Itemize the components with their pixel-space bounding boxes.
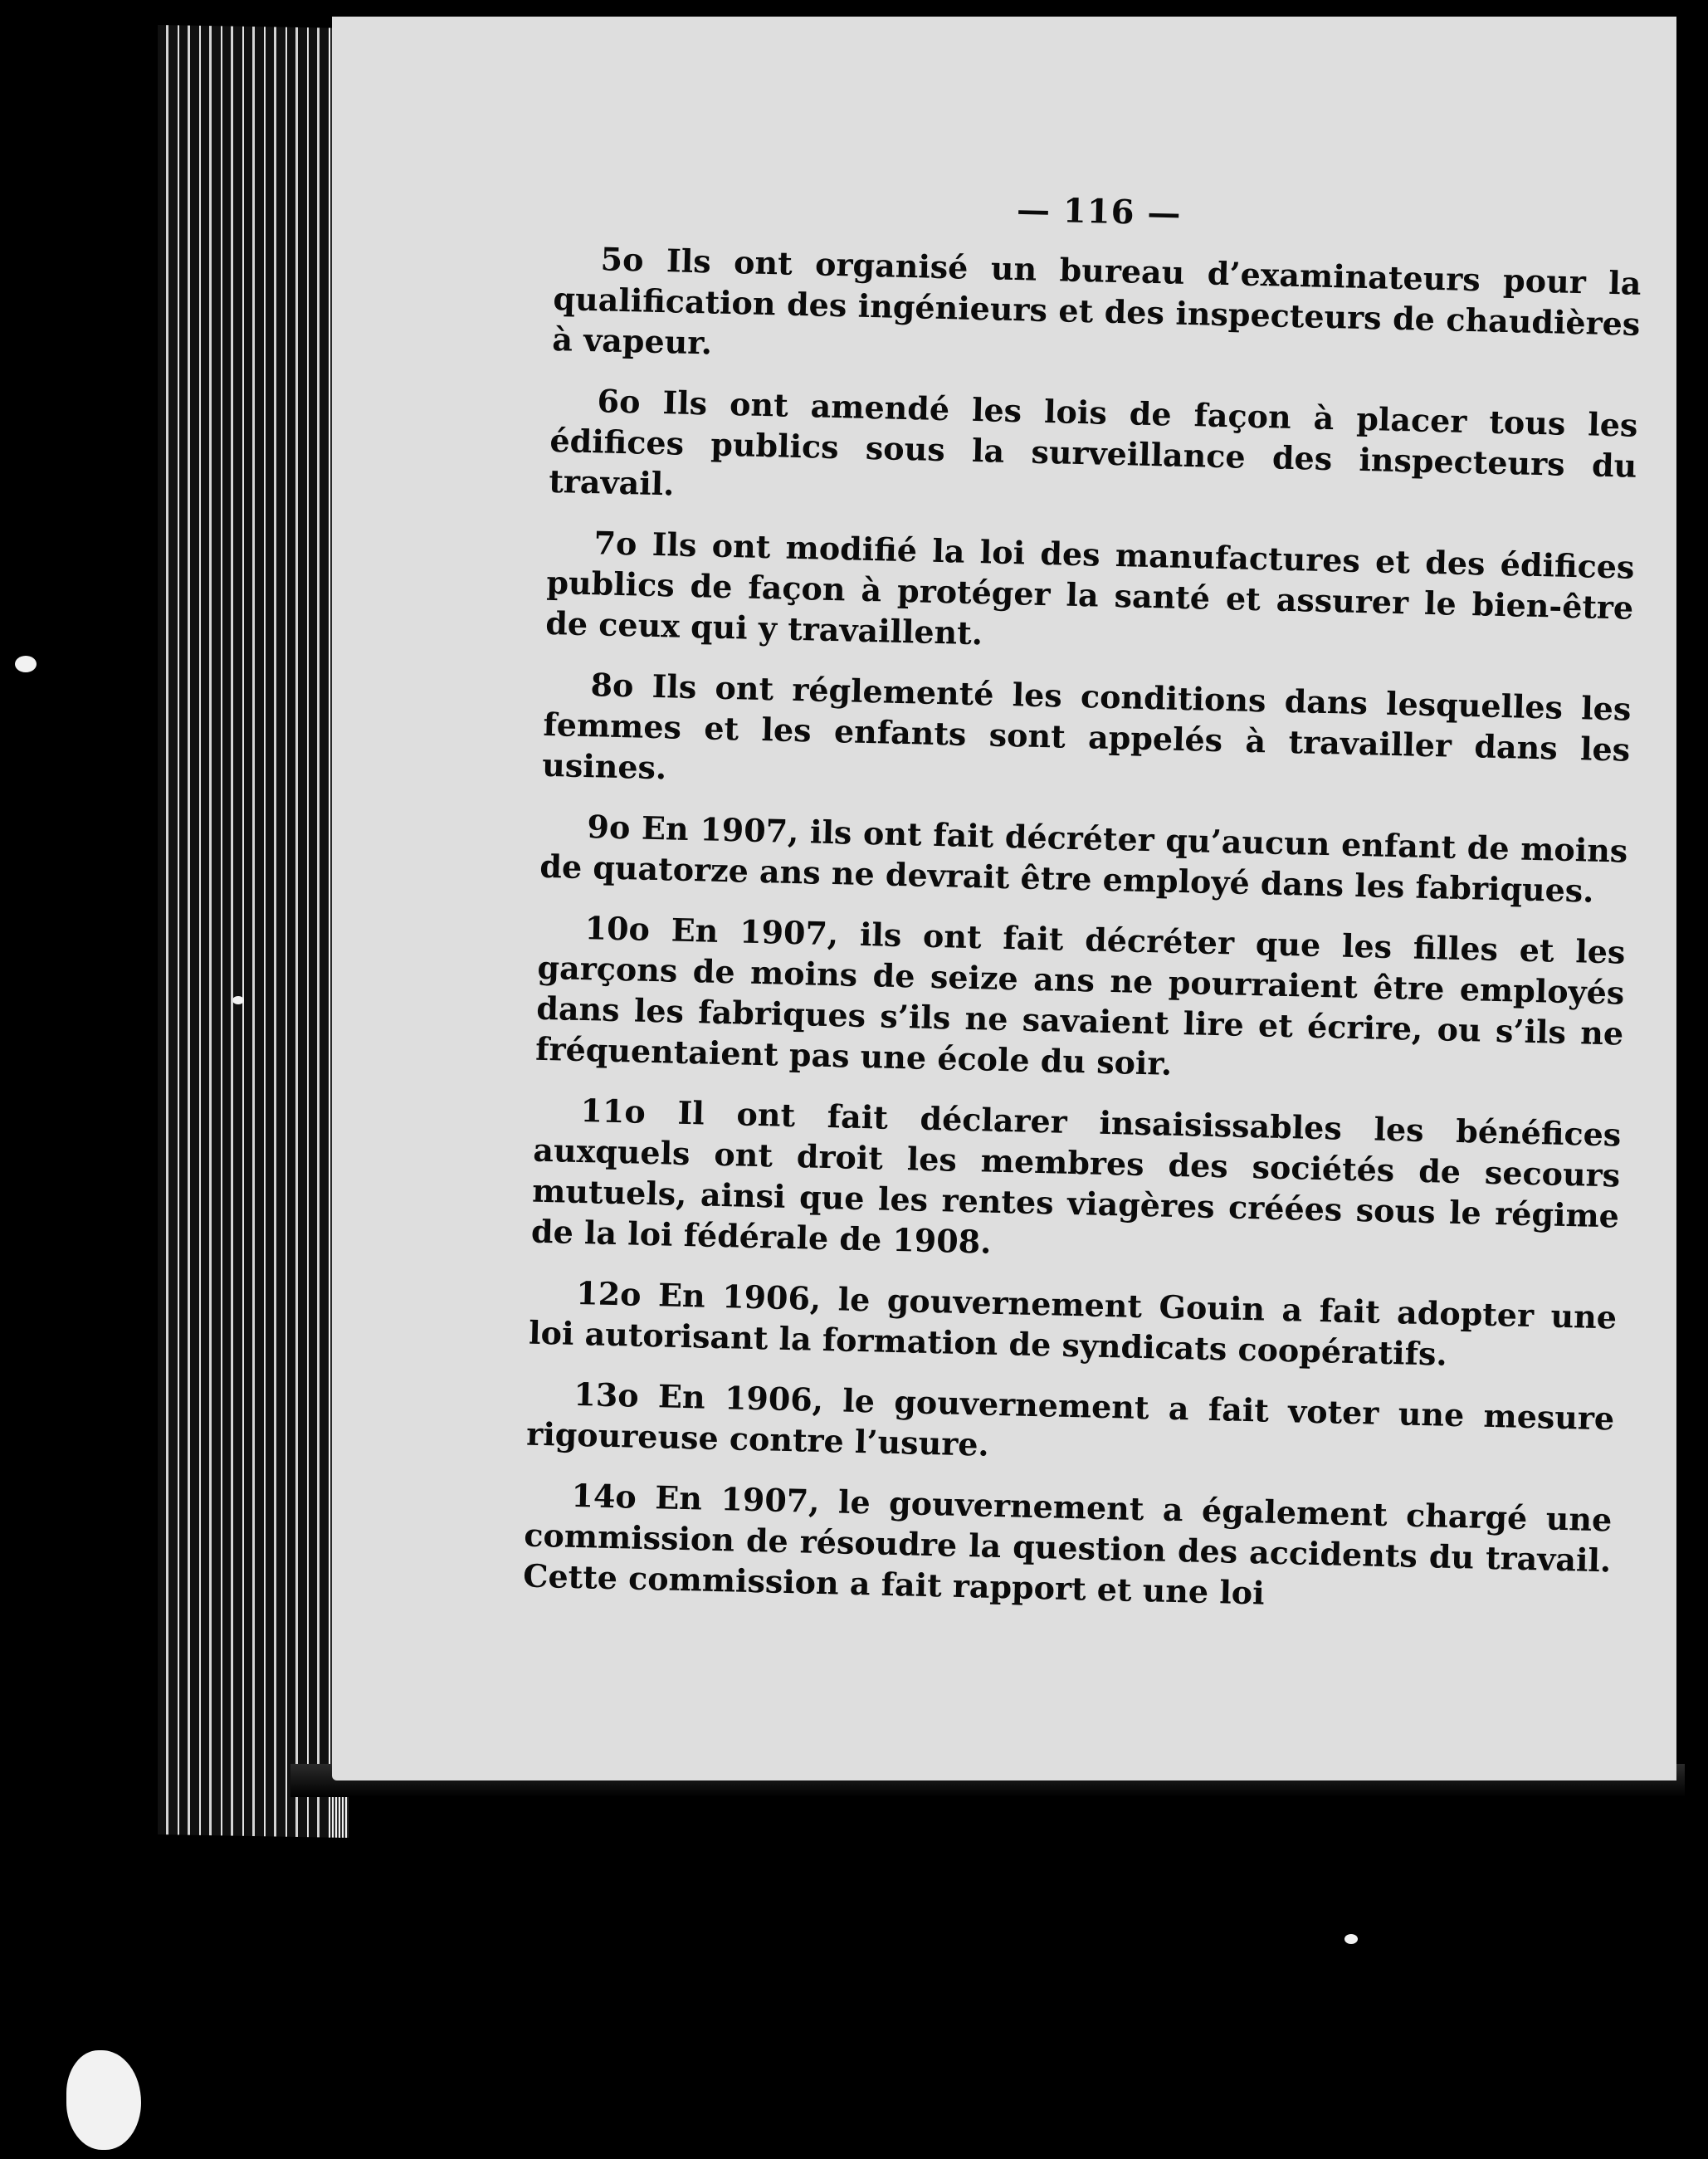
paragraph-11o: 11o Il ont fait déclarer insaisissables les bénéfices auxquels ont droit les membres des sociétés de secours mutuels, ainsi que les rentes viagères créées sous le régime de la loi fédérale de 1908. [530, 1092, 1622, 1261]
paragraph-10o: 10o En 1907, ils ont fait décréter que les filles et les garçons de moins de seize ans ne pourraient être employés dans les fabriques s’ils ne savaient lire et écrire, ou s’ils ne fréquentaient pas une école du soir. [534, 909, 1626, 1082]
page-number: — 116 — [1016, 190, 1182, 233]
paragraph-5o: 5o Ils ont organisé un bureau d’examinateurs pour la qualification des ingénieurs et des inspecteurs de chaudières à vapeur. [551, 240, 1642, 362]
scan-speck [15, 656, 37, 672]
scan-speck [1344, 1934, 1358, 1944]
paragraph-8o: 8o Ils ont réglementé les conditions dans lesquelles les femmes et les enfants sont appelés à travailler dans les usines. [541, 666, 1632, 787]
paragraph-7o: 7o Ils ont modifié la loi des manufactures et des édifices publics de façon à protéger la santé et assurer le bien-être de ceux qui y travaillent. [544, 524, 1635, 652]
page-content [523, 178, 1643, 1621]
paragraph-12o: 12o En 1906, le gouvernement Gouin a fait adopter une loi autorisant la formation de syndicats coopératifs. [528, 1273, 1618, 1373]
paragraph-13o: 13o En 1906, le gouvernement a fait voter une mesure rigoureuse contre l’usure. [525, 1375, 1615, 1463]
paragraph-9o: 9o En 1907, ils ont fait décréter qu’aucun enfant de moins de quatorze ans ne devrait être employé dans les fabriques. [539, 808, 1628, 910]
scan-speck [66, 2050, 141, 2150]
scan-speck [232, 996, 244, 1004]
paragraph-14o: 14o En 1907, le gouvernement a également chargé une commission de résoudre la question des accidents du travail. Cette commission a fait rapport et une loi [522, 1476, 1613, 1612]
book-page [332, 17, 1676, 1780]
book-page-edges [158, 25, 349, 1838]
paragraph-6o: 6o Ils ont amendé les lois de façon à placer tous les édifices publics sous la surveillance des inspecteurs du travail. [548, 382, 1638, 503]
